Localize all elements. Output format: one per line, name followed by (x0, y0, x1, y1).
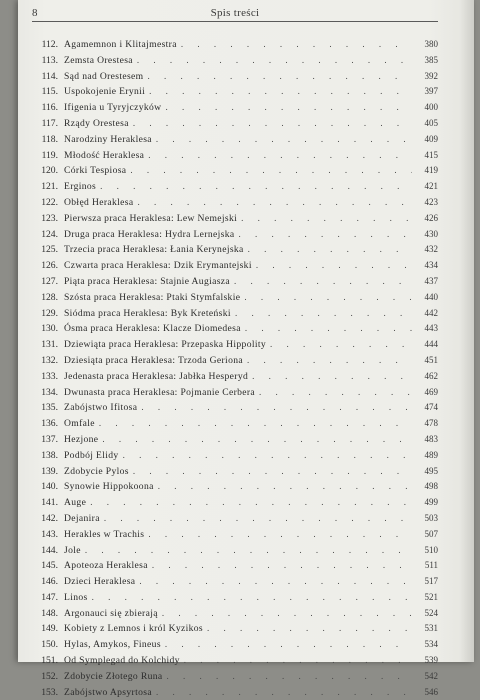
toc-entry (32, 179, 438, 195)
toc-entry (32, 574, 438, 590)
page-title: Spis treści (210, 7, 260, 19)
dot-leader (158, 479, 412, 495)
toc-entry-number: 123. (41, 212, 58, 224)
toc-entry-page: 507 (424, 528, 438, 539)
toc-entry-title: Auge (64, 497, 87, 509)
toc-entry-page: 478 (424, 418, 438, 429)
header-rule (32, 21, 438, 22)
toc-entry-title: Trzecia praca Heraklesa: Łania Kerynejska (64, 244, 244, 256)
toc-entry (32, 543, 438, 559)
toc-entry-number: 148. (41, 607, 58, 619)
toc-entry (32, 479, 438, 495)
toc-entry-number: 120. (41, 165, 58, 177)
dot-leader (234, 274, 412, 290)
toc-entry-title: Dziewiąta praca Heraklesa: Przepaska Hippolity (64, 339, 267, 351)
dot-leader (123, 448, 412, 464)
toc-entry-page: 462 (424, 370, 438, 381)
toc-entry (32, 132, 438, 148)
toc-entry-page: 521 (424, 591, 438, 602)
dot-leader (85, 543, 412, 559)
toc-entry (32, 163, 438, 179)
dot-leader (181, 37, 412, 53)
toc-entry (32, 369, 438, 385)
toc-entry-number: 130. (41, 323, 58, 335)
toc-entry (32, 242, 438, 258)
toc-entry (32, 400, 438, 416)
toc-entry-page: 430 (424, 228, 438, 239)
toc-entry (32, 685, 438, 700)
toc-entry-number: 116. (41, 102, 58, 114)
toc-entry-number: 139. (41, 465, 58, 477)
toc-entry-title: Dwunasta praca Heraklesa: Pojmanie Cerbera (64, 386, 256, 398)
toc-entry-title: Ifigenia u Tyryjczyków (64, 102, 162, 114)
toc-entry-number: 114. (41, 70, 58, 82)
toc-entry-title: Synowie Hippokoona (64, 481, 154, 493)
toc-entry-title: Druga praca Heraklesa: Hydra Lernejska (64, 228, 235, 240)
toc-entry-number: 140. (41, 481, 58, 493)
dot-leader (137, 53, 412, 69)
toc-entry-number: 137. (41, 433, 58, 445)
toc-entry (32, 432, 438, 448)
toc-entry-number: 151. (41, 655, 58, 667)
toc-entry-page: 423 (424, 196, 438, 207)
toc-entry-page: 442 (424, 307, 438, 318)
toc-entry-page: 392 (424, 70, 438, 81)
toc-entry-title: Uspokojenie Erynii (64, 86, 146, 98)
toc-entry (32, 511, 438, 527)
toc-entry (32, 148, 438, 164)
toc-entry-number: 118. (41, 133, 58, 145)
toc-entry-title: Zemsta Orestesa (64, 54, 133, 66)
dot-leader (100, 179, 412, 195)
toc-entry-title: Apoteoza Heraklesa (64, 560, 148, 572)
toc-entry (32, 195, 438, 211)
toc-entry-number: 145. (41, 560, 58, 572)
toc-entry-title: Herakles w Trachis (64, 528, 145, 540)
dot-leader (241, 211, 412, 227)
toc-entry (32, 258, 438, 274)
toc-entry-page: 499 (424, 497, 438, 508)
toc-entry-title: Zdobycie Złotego Runa (64, 670, 163, 682)
toc-entry-page: 524 (424, 607, 438, 618)
dot-leader (149, 84, 412, 100)
toc-entry-title: Córki Tespiosa (64, 165, 127, 177)
toc-entry-number: 117. (41, 117, 58, 129)
toc-entry-number: 134. (41, 386, 58, 398)
toc-entry-number: 127. (41, 275, 58, 287)
dot-leader (104, 511, 412, 527)
toc-entry (32, 621, 438, 637)
toc-entry-title: Erginos (64, 181, 97, 193)
dot-leader (148, 148, 412, 164)
toc-entry-page: 437 (424, 275, 438, 286)
toc-entry-number: 146. (41, 576, 58, 588)
dot-leader (207, 621, 412, 637)
toc-entry-title: Zdobycie Pylos (64, 465, 129, 477)
toc-entry (32, 274, 438, 290)
dot-leader (247, 353, 412, 369)
toc-entry-number: 125. (41, 244, 58, 256)
dot-leader (248, 242, 412, 258)
page-number: 8 (32, 7, 38, 19)
toc-entry-title: Argonauci się zbierają (64, 607, 158, 619)
toc-entry-title: Podbój Elidy (64, 449, 119, 461)
toc-entry-title: Agamemnon i Klitajmestra (64, 39, 177, 50)
toc-entry-page: 444 (424, 339, 438, 350)
toc-entry (32, 227, 438, 243)
toc-entry-number: 121. (41, 181, 58, 193)
toc-entry (32, 84, 438, 100)
toc-entry-title: Dzieci Heraklesa (64, 576, 136, 588)
toc-entry (32, 606, 438, 622)
book-page (18, 0, 474, 698)
toc-entry-number: 147. (41, 591, 58, 603)
toc-entry-page: 546 (424, 686, 438, 697)
toc-entry-title: Młodość Heraklesa (64, 149, 145, 161)
toc-entry-title: Pierwsza praca Heraklesa: Lew Nemejski (64, 212, 238, 224)
toc-entry (32, 464, 438, 480)
toc-entry (32, 306, 438, 322)
toc-entry-page: 385 (424, 54, 438, 65)
toc-entry-number: 124. (41, 228, 58, 240)
dot-leader (152, 558, 412, 574)
dot-leader (133, 116, 412, 132)
dot-leader (156, 132, 412, 148)
dot-leader (162, 606, 412, 622)
toc-entry (32, 337, 438, 353)
toc-entry-number: 113. (41, 54, 58, 66)
toc-entry-title: Od Symplegad do Kolchidy (64, 655, 180, 667)
toc-entry-title: Zabójstwo Ifitosa (64, 402, 138, 414)
toc-entry-page: 498 (424, 481, 438, 492)
toc-entry-number: 126. (41, 260, 58, 272)
toc-entry-title: Dejanira (64, 512, 100, 524)
toc-entry (32, 448, 438, 464)
toc-entry-title: Ósma praca Heraklesa: Klacze Diomedesa (64, 323, 241, 335)
toc-entry-title: Czwarta praca Heraklesa: Dzik Erymantejski (64, 260, 252, 272)
toc-entry-number: 112. (41, 39, 58, 50)
table-of-contents (32, 37, 438, 700)
toc-entry-title: Kobiety z Lemnos i król Kyzikos (64, 623, 204, 635)
toc-entry-page: 489 (424, 449, 438, 460)
dot-leader (270, 337, 412, 353)
toc-entry-page: 510 (424, 544, 438, 555)
toc-entry-page: 451 (424, 354, 438, 365)
toc-entry-title: Narodziny Heraklesa (64, 133, 152, 145)
toc-entry-title: Omfale (64, 418, 95, 430)
toc-entry-title: Szósta praca Heraklesa: Ptaki Stymfalskie (64, 291, 241, 303)
dot-leader (244, 290, 412, 306)
toc-entry-page: 440 (424, 291, 438, 302)
toc-entry (32, 100, 438, 116)
toc-entry-number: 136. (41, 418, 58, 430)
toc-entry-page: 419 (424, 165, 438, 176)
toc-entry (32, 321, 438, 337)
toc-entry (32, 669, 438, 685)
toc-entry-page: 415 (424, 149, 438, 160)
toc-entry (32, 590, 438, 606)
dot-leader (235, 306, 412, 322)
toc-entry (32, 495, 438, 511)
toc-entry (32, 385, 438, 401)
dot-leader (252, 369, 412, 385)
toc-entry-page: 474 (424, 402, 438, 413)
toc-entry-number: 132. (41, 354, 58, 366)
toc-entry-number: 149. (41, 623, 58, 635)
toc-entry (32, 653, 438, 669)
dot-leader (130, 163, 412, 179)
toc-entry-page: 534 (424, 639, 438, 650)
toc-entry (32, 558, 438, 574)
toc-entry-number: 128. (41, 291, 58, 303)
dot-leader (245, 321, 412, 337)
toc-entry-number: 153. (41, 686, 58, 698)
toc-entry-page: 539 (424, 655, 438, 666)
toc-entry-number: 119. (41, 149, 58, 161)
dot-leader (137, 195, 412, 211)
toc-entry-page: 426 (424, 212, 438, 223)
toc-entry-title: Zabójstwo Apsyrtosa (64, 686, 152, 698)
toc-entry-number: 141. (41, 497, 58, 509)
toc-entry (32, 416, 438, 432)
dot-leader (156, 685, 412, 700)
dot-leader (238, 227, 412, 243)
toc-entry-title: Rządy Orestesa (64, 117, 129, 129)
dot-leader (102, 432, 412, 448)
toc-entry-title: Sąd nad Orestesem (64, 70, 144, 82)
toc-entry (32, 211, 438, 227)
toc-entry-number: 122. (41, 196, 58, 208)
toc-entry (32, 69, 438, 85)
toc-entry-number: 115. (41, 86, 58, 98)
toc-entry-page: 483 (424, 433, 438, 444)
toc-entry (32, 353, 438, 369)
dot-leader (139, 574, 412, 590)
toc-entry-number: 142. (41, 512, 58, 524)
toc-entry-title: Piąta praca Heraklesa: Stajnie Augiasza (64, 275, 231, 287)
toc-entry-number: 138. (41, 449, 58, 461)
toc-entry-number: 143. (41, 528, 58, 540)
dot-leader (256, 258, 412, 274)
toc-entry (32, 37, 438, 53)
toc-entry-title: Jedenasta praca Heraklesa: Jabłka Hesperyd (64, 370, 249, 382)
dot-leader (165, 100, 412, 116)
toc-entry-page: 397 (424, 86, 438, 97)
toc-entry-number: 133. (41, 370, 58, 382)
toc-entry (32, 53, 438, 69)
toc-entry-title: Obłęd Heraklesa (64, 196, 134, 208)
dot-leader (165, 637, 412, 653)
toc-entry-page: 380 (424, 39, 438, 49)
toc-entry-page: 503 (424, 512, 438, 523)
toc-entry-title: Siódma praca Heraklesa: Byk Kreteński (64, 307, 231, 319)
toc-entry-page: 495 (424, 465, 438, 476)
toc-entry (32, 527, 438, 543)
toc-entry-page: 434 (424, 260, 438, 271)
toc-entry (32, 116, 438, 132)
dot-leader (90, 495, 412, 511)
dot-leader (147, 69, 412, 85)
toc-entry-number: 129. (41, 307, 58, 319)
toc-entry-page: 405 (424, 117, 438, 128)
dot-leader (184, 653, 412, 669)
toc-entry-number: 152. (41, 670, 58, 682)
toc-entry-page: 409 (424, 133, 438, 144)
toc-entry-page: 432 (424, 244, 438, 255)
toc-entry-page: 400 (424, 102, 438, 113)
toc-entry-page: 517 (424, 576, 438, 587)
toc-entry-title: Jole (64, 544, 81, 556)
toc-entry-page: 469 (424, 386, 438, 397)
toc-entry (32, 637, 438, 653)
dot-leader (99, 416, 412, 432)
toc-entry-number: 131. (41, 339, 58, 351)
toc-entry-page: 531 (424, 623, 438, 634)
dot-leader (259, 385, 412, 401)
toc-entry (32, 290, 438, 306)
toc-entry-page: 511 (424, 560, 438, 571)
toc-entry-number: 150. (41, 639, 58, 651)
toc-entry-page: 443 (424, 323, 438, 334)
dot-leader (92, 590, 412, 606)
toc-entry-title: Hylas, Amykos, Fineus (64, 639, 161, 651)
toc-entry-page: 542 (424, 670, 438, 681)
toc-entry-title: Hezjone (64, 433, 99, 445)
dot-leader (133, 464, 412, 480)
toc-entry-title: Dziesiąta praca Heraklesa: Trzoda Geriona (64, 354, 243, 366)
dot-leader (141, 400, 412, 416)
toc-entry-title: Linos (64, 591, 88, 603)
dot-leader (166, 669, 412, 685)
toc-entry-number: 135. (41, 402, 58, 414)
dot-leader (148, 527, 412, 543)
toc-entry-number: 144. (41, 544, 58, 556)
toc-entry-page: 421 (424, 181, 438, 192)
